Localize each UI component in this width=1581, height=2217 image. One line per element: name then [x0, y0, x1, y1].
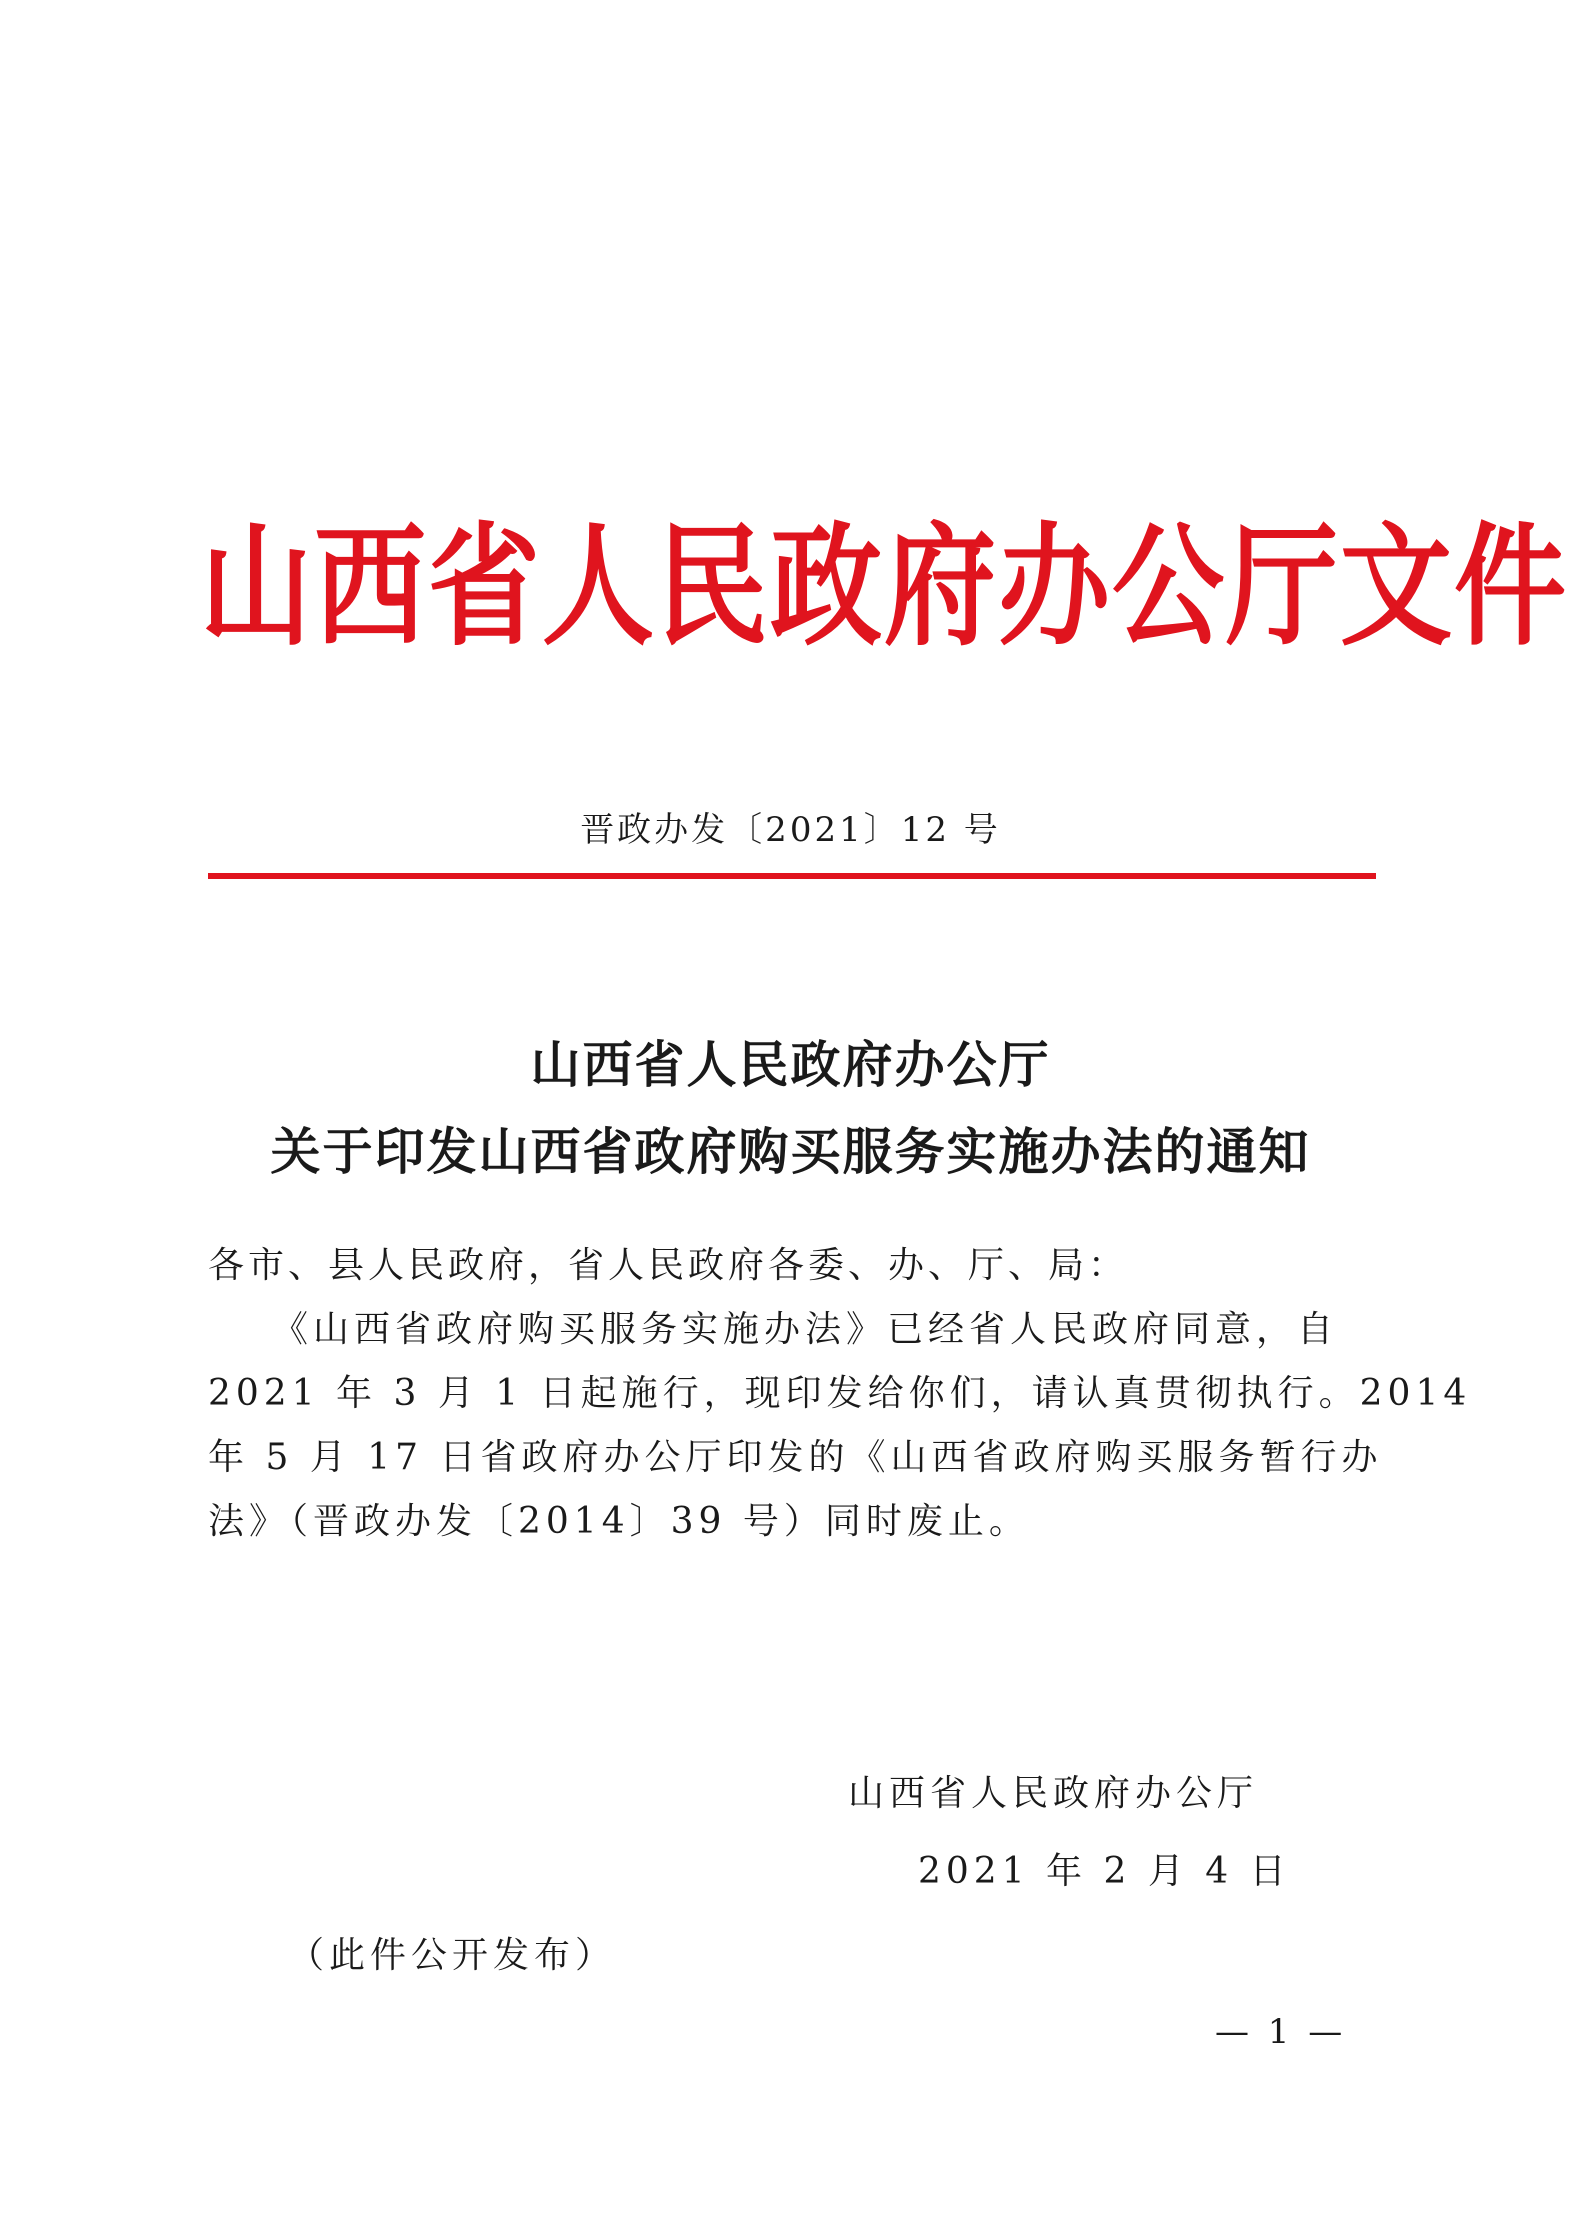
body-paragraph-line: 法》（晋政办发〔2014〕39 号）同时废止。	[208, 1501, 1030, 1542]
red-separator-rule	[208, 873, 1376, 879]
signature-organization: 山西省人民政府办公厅	[848, 1773, 1259, 1814]
signature-date: 2021 年 2 月 4 日	[918, 1851, 1291, 1892]
body-paragraph-line: 《山西省政府购买服务实施办法》已经省人民政府同意，自	[272, 1309, 1339, 1350]
addressee-line: 各市、县人民政府，省人民政府各委、办、厅、局：	[208, 1245, 1129, 1286]
notice-title-line1: 山西省人民政府办公厅	[530, 1035, 1051, 1094]
document-number: 晋政办发〔2021〕12 号	[580, 810, 1001, 850]
document-header-title: 山西省人民政府办公厅文件	[200, 509, 1568, 665]
body-paragraph-line: 年 5 月 17 日省政府办公厅印发的《山西省政府购买服务暂行办	[208, 1437, 1383, 1478]
body-paragraph-line: 2021 年 3 月 1 日起施行，现印发给你们，请认真贯彻执行。2014	[208, 1373, 1472, 1414]
page-number: — 1 —	[1215, 2012, 1347, 2052]
notice-title-line2: 关于印发山西省政府购买服务实施办法的通知	[270, 1122, 1311, 1181]
publication-note: （此件公开发布）	[288, 1935, 617, 1976]
